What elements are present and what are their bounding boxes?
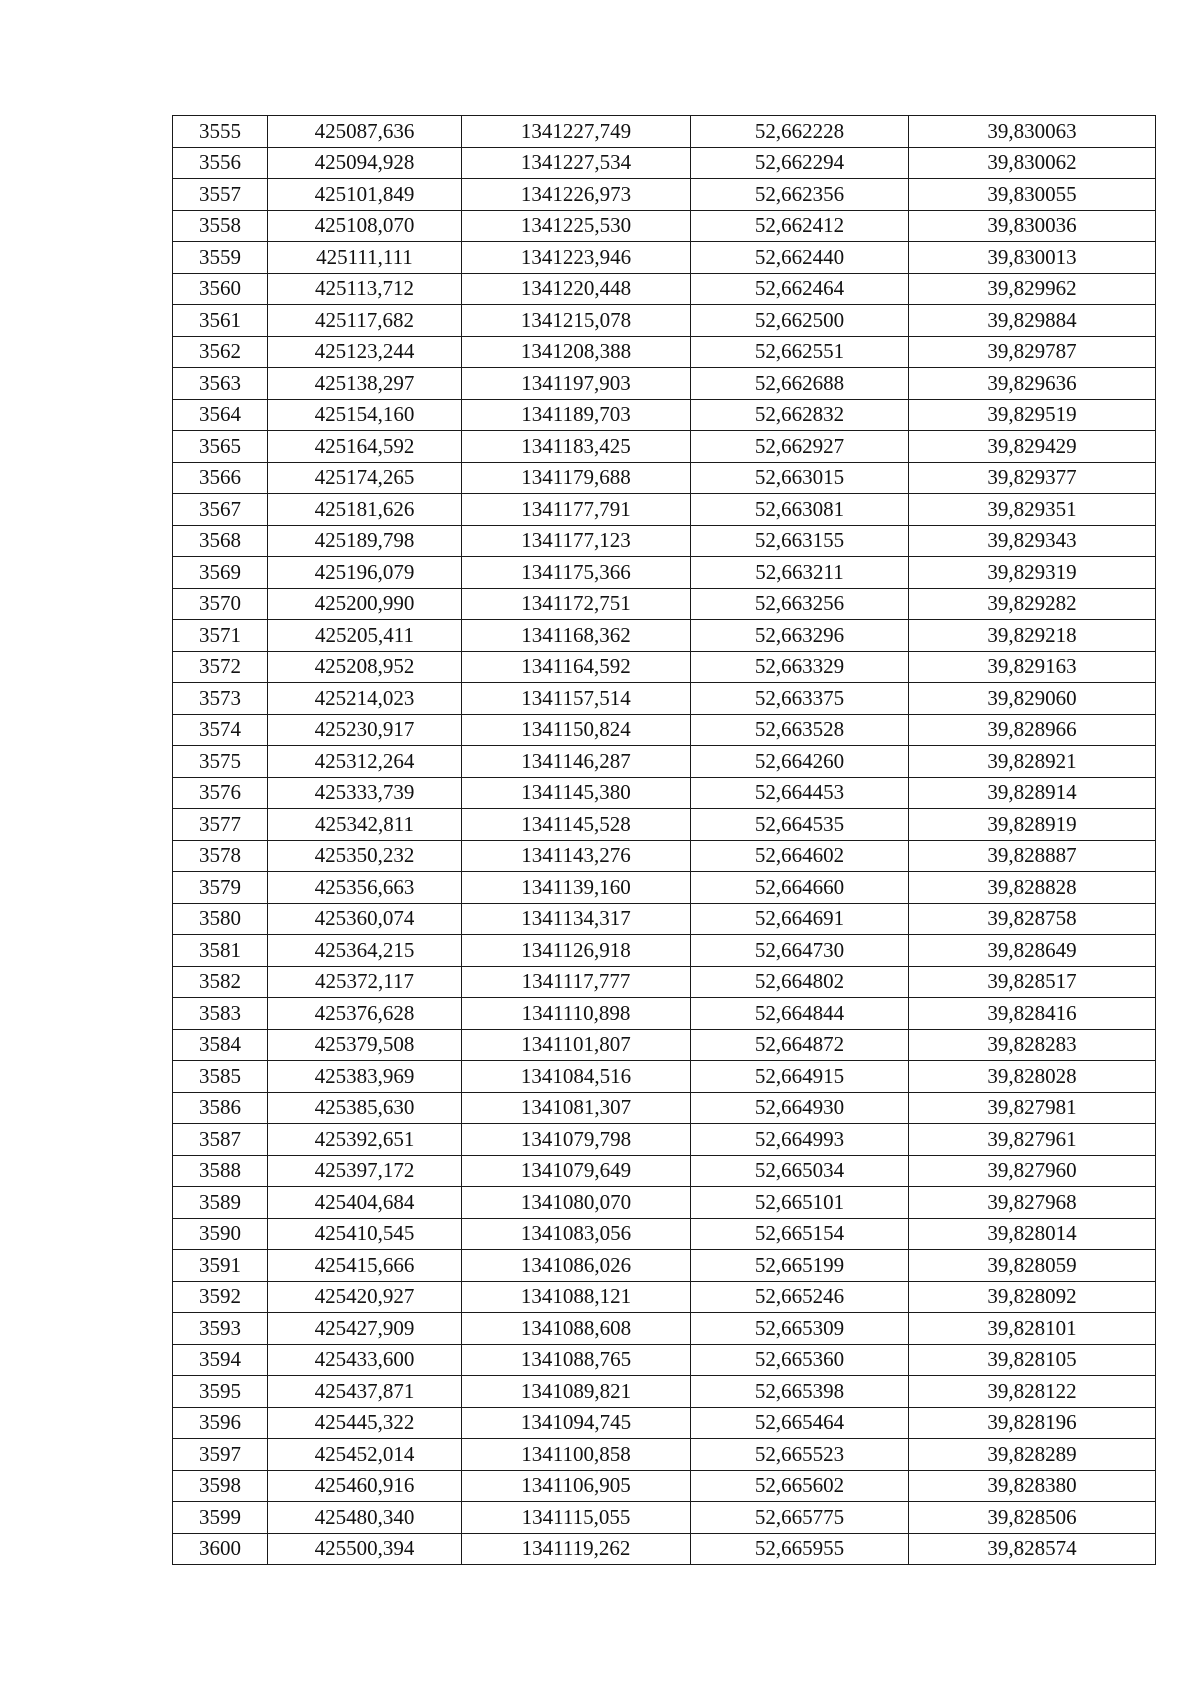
longitude-cell: 39,827968 [909, 1187, 1156, 1219]
x-coordinate-cell: 425385,630 [268, 1092, 462, 1124]
y-coordinate-cell: 1341197,903 [462, 368, 691, 400]
table-row [173, 179, 1156, 211]
x-coordinate-cell: 425392,651 [268, 1124, 462, 1156]
x-coordinate-cell: 425433,600 [268, 1344, 462, 1376]
x-coordinate-cell: 425164,592 [268, 431, 462, 463]
point-number-cell: 3563 [173, 368, 268, 400]
longitude-cell: 39,828059 [909, 1250, 1156, 1282]
latitude-cell: 52,662440 [691, 242, 909, 274]
latitude-cell: 52,663528 [691, 714, 909, 746]
x-coordinate-cell: 425445,322 [268, 1407, 462, 1439]
x-coordinate-cell: 425101,849 [268, 179, 462, 211]
table-row [173, 399, 1156, 431]
longitude-cell: 39,828092 [909, 1281, 1156, 1313]
point-number-cell: 3564 [173, 399, 268, 431]
table-row [173, 557, 1156, 589]
y-coordinate-cell: 1341208,388 [462, 336, 691, 368]
latitude-cell: 52,665309 [691, 1313, 909, 1345]
table-row [173, 872, 1156, 904]
latitude-cell: 52,665199 [691, 1250, 909, 1282]
y-coordinate-cell: 1341126,918 [462, 935, 691, 967]
y-coordinate-cell: 1341146,287 [462, 746, 691, 778]
point-number-cell: 3577 [173, 809, 268, 841]
longitude-cell: 39,828758 [909, 903, 1156, 935]
latitude-cell: 52,664730 [691, 935, 909, 967]
point-number-cell: 3591 [173, 1250, 268, 1282]
y-coordinate-cell: 1341227,534 [462, 147, 691, 179]
x-coordinate-cell: 425312,264 [268, 746, 462, 778]
table-row [173, 1092, 1156, 1124]
point-number-cell: 3587 [173, 1124, 268, 1156]
point-number-cell: 3566 [173, 462, 268, 494]
x-coordinate-cell: 425123,244 [268, 336, 462, 368]
y-coordinate-cell: 1341150,824 [462, 714, 691, 746]
x-coordinate-cell: 425350,232 [268, 840, 462, 872]
longitude-cell: 39,828574 [909, 1533, 1156, 1565]
x-coordinate-cell: 425111,111 [268, 242, 462, 274]
table-row [173, 683, 1156, 715]
point-number-cell: 3585 [173, 1061, 268, 1093]
table-row [173, 494, 1156, 526]
longitude-cell: 39,829636 [909, 368, 1156, 400]
longitude-cell: 39,828517 [909, 966, 1156, 998]
point-number-cell: 3569 [173, 557, 268, 589]
point-number-cell: 3583 [173, 998, 268, 1030]
longitude-cell: 39,828380 [909, 1470, 1156, 1502]
table-row [173, 1281, 1156, 1313]
table-row [173, 903, 1156, 935]
x-coordinate-cell: 425383,969 [268, 1061, 462, 1093]
latitude-cell: 52,664602 [691, 840, 909, 872]
latitude-cell: 52,663375 [691, 683, 909, 715]
x-coordinate-cell: 425154,160 [268, 399, 462, 431]
y-coordinate-cell: 1341088,121 [462, 1281, 691, 1313]
longitude-cell: 39,827961 [909, 1124, 1156, 1156]
latitude-cell: 52,665246 [691, 1281, 909, 1313]
y-coordinate-cell: 1341119,262 [462, 1533, 691, 1565]
table-row [173, 809, 1156, 841]
longitude-cell: 39,828649 [909, 935, 1156, 967]
point-number-cell: 3555 [173, 116, 268, 148]
point-number-cell: 3597 [173, 1439, 268, 1471]
point-number-cell: 3593 [173, 1313, 268, 1345]
latitude-cell: 52,662464 [691, 273, 909, 305]
y-coordinate-cell: 1341220,448 [462, 273, 691, 305]
longitude-cell: 39,830055 [909, 179, 1156, 211]
x-coordinate-cell: 425205,411 [268, 620, 462, 652]
latitude-cell: 52,662688 [691, 368, 909, 400]
x-coordinate-cell: 425189,798 [268, 525, 462, 557]
y-coordinate-cell: 1341179,688 [462, 462, 691, 494]
table-row [173, 620, 1156, 652]
y-coordinate-cell: 1341143,276 [462, 840, 691, 872]
longitude-cell: 39,828289 [909, 1439, 1156, 1471]
latitude-cell: 52,664872 [691, 1029, 909, 1061]
x-coordinate-cell: 425360,074 [268, 903, 462, 935]
x-coordinate-cell: 425196,079 [268, 557, 462, 589]
longitude-cell: 39,829787 [909, 336, 1156, 368]
point-number-cell: 3568 [173, 525, 268, 557]
point-number-cell: 3556 [173, 147, 268, 179]
y-coordinate-cell: 1341134,317 [462, 903, 691, 935]
y-coordinate-cell: 1341088,608 [462, 1313, 691, 1345]
longitude-cell: 39,828921 [909, 746, 1156, 778]
point-number-cell: 3558 [173, 210, 268, 242]
table-row [173, 1029, 1156, 1061]
coordinates-table [172, 115, 1156, 1565]
y-coordinate-cell: 1341215,078 [462, 305, 691, 337]
x-coordinate-cell: 425376,628 [268, 998, 462, 1030]
point-number-cell: 3599 [173, 1502, 268, 1534]
x-coordinate-cell: 425372,117 [268, 966, 462, 998]
latitude-cell: 52,662412 [691, 210, 909, 242]
x-coordinate-cell: 425108,070 [268, 210, 462, 242]
longitude-cell: 39,829962 [909, 273, 1156, 305]
longitude-cell: 39,828101 [909, 1313, 1156, 1345]
point-number-cell: 3565 [173, 431, 268, 463]
table-row [173, 966, 1156, 998]
latitude-cell: 52,665360 [691, 1344, 909, 1376]
longitude-cell: 39,830036 [909, 210, 1156, 242]
longitude-cell: 39,828105 [909, 1344, 1156, 1376]
table-row [173, 147, 1156, 179]
y-coordinate-cell: 1341079,798 [462, 1124, 691, 1156]
point-number-cell: 3574 [173, 714, 268, 746]
y-coordinate-cell: 1341117,777 [462, 966, 691, 998]
x-coordinate-cell: 425181,626 [268, 494, 462, 526]
latitude-cell: 52,663081 [691, 494, 909, 526]
y-coordinate-cell: 1341172,751 [462, 588, 691, 620]
latitude-cell: 52,665154 [691, 1218, 909, 1250]
y-coordinate-cell: 1341168,362 [462, 620, 691, 652]
y-coordinate-cell: 1341157,514 [462, 683, 691, 715]
latitude-cell: 52,662228 [691, 116, 909, 148]
table-row [173, 1313, 1156, 1345]
point-number-cell: 3559 [173, 242, 268, 274]
y-coordinate-cell: 1341101,807 [462, 1029, 691, 1061]
y-coordinate-cell: 1341094,745 [462, 1407, 691, 1439]
x-coordinate-cell: 425214,023 [268, 683, 462, 715]
x-coordinate-cell: 425138,297 [268, 368, 462, 400]
table-row [173, 336, 1156, 368]
longitude-cell: 39,828919 [909, 809, 1156, 841]
longitude-cell: 39,829343 [909, 525, 1156, 557]
point-number-cell: 3575 [173, 746, 268, 778]
point-number-cell: 3580 [173, 903, 268, 935]
longitude-cell: 39,829163 [909, 651, 1156, 683]
y-coordinate-cell: 1341164,592 [462, 651, 691, 683]
x-coordinate-cell: 425113,712 [268, 273, 462, 305]
latitude-cell: 52,664660 [691, 872, 909, 904]
longitude-cell: 39,829282 [909, 588, 1156, 620]
latitude-cell: 52,662294 [691, 147, 909, 179]
table-row [173, 116, 1156, 148]
x-coordinate-cell: 425460,916 [268, 1470, 462, 1502]
table-row [173, 210, 1156, 242]
table-row [173, 368, 1156, 400]
longitude-cell: 39,827981 [909, 1092, 1156, 1124]
table-row [173, 1470, 1156, 1502]
x-coordinate-cell: 425427,909 [268, 1313, 462, 1345]
table-row [173, 1250, 1156, 1282]
latitude-cell: 52,663155 [691, 525, 909, 557]
latitude-cell: 52,665034 [691, 1155, 909, 1187]
table-row [173, 1218, 1156, 1250]
y-coordinate-cell: 1341177,791 [462, 494, 691, 526]
point-number-cell: 3561 [173, 305, 268, 337]
point-number-cell: 3576 [173, 777, 268, 809]
latitude-cell: 52,664691 [691, 903, 909, 935]
point-number-cell: 3562 [173, 336, 268, 368]
x-coordinate-cell: 425397,172 [268, 1155, 462, 1187]
x-coordinate-cell: 425480,340 [268, 1502, 462, 1534]
longitude-cell: 39,829319 [909, 557, 1156, 589]
longitude-cell: 39,828416 [909, 998, 1156, 1030]
longitude-cell: 39,830063 [909, 116, 1156, 148]
longitude-cell: 39,830013 [909, 242, 1156, 274]
point-number-cell: 3571 [173, 620, 268, 652]
point-number-cell: 3595 [173, 1376, 268, 1408]
point-number-cell: 3567 [173, 494, 268, 526]
x-coordinate-cell: 425342,811 [268, 809, 462, 841]
x-coordinate-cell: 425452,014 [268, 1439, 462, 1471]
y-coordinate-cell: 1341084,516 [462, 1061, 691, 1093]
latitude-cell: 52,665464 [691, 1407, 909, 1439]
table-row [173, 1344, 1156, 1376]
table-row [173, 1061, 1156, 1093]
latitude-cell: 52,665775 [691, 1502, 909, 1534]
table-row [173, 525, 1156, 557]
point-number-cell: 3579 [173, 872, 268, 904]
table-row [173, 1533, 1156, 1565]
table-row [173, 1155, 1156, 1187]
latitude-cell: 52,662500 [691, 305, 909, 337]
longitude-cell: 39,829429 [909, 431, 1156, 463]
latitude-cell: 52,665955 [691, 1533, 909, 1565]
table-row [173, 840, 1156, 872]
longitude-cell: 39,828914 [909, 777, 1156, 809]
latitude-cell: 52,662356 [691, 179, 909, 211]
y-coordinate-cell: 1341106,905 [462, 1470, 691, 1502]
point-number-cell: 3578 [173, 840, 268, 872]
longitude-cell: 39,828828 [909, 872, 1156, 904]
y-coordinate-cell: 1341083,056 [462, 1218, 691, 1250]
latitude-cell: 52,663256 [691, 588, 909, 620]
y-coordinate-cell: 1341145,528 [462, 809, 691, 841]
table-row [173, 998, 1156, 1030]
longitude-cell: 39,828283 [909, 1029, 1156, 1061]
y-coordinate-cell: 1341139,160 [462, 872, 691, 904]
point-number-cell: 3557 [173, 179, 268, 211]
y-coordinate-cell: 1341189,703 [462, 399, 691, 431]
y-coordinate-cell: 1341079,649 [462, 1155, 691, 1187]
point-number-cell: 3589 [173, 1187, 268, 1219]
point-number-cell: 3573 [173, 683, 268, 715]
latitude-cell: 52,664260 [691, 746, 909, 778]
table-row [173, 242, 1156, 274]
table-row [173, 1124, 1156, 1156]
x-coordinate-cell: 425500,394 [268, 1533, 462, 1565]
y-coordinate-cell: 1341088,765 [462, 1344, 691, 1376]
point-number-cell: 3600 [173, 1533, 268, 1565]
x-coordinate-cell: 425356,663 [268, 872, 462, 904]
x-coordinate-cell: 425230,917 [268, 714, 462, 746]
x-coordinate-cell: 425200,990 [268, 588, 462, 620]
y-coordinate-cell: 1341145,380 [462, 777, 691, 809]
x-coordinate-cell: 425174,265 [268, 462, 462, 494]
y-coordinate-cell: 1341110,898 [462, 998, 691, 1030]
table-row [173, 431, 1156, 463]
y-coordinate-cell: 1341115,055 [462, 1502, 691, 1534]
latitude-cell: 52,664993 [691, 1124, 909, 1156]
table-row [173, 273, 1156, 305]
y-coordinate-cell: 1341177,123 [462, 525, 691, 557]
y-coordinate-cell: 1341086,026 [462, 1250, 691, 1282]
table-row [173, 588, 1156, 620]
latitude-cell: 52,663211 [691, 557, 909, 589]
longitude-cell: 39,828887 [909, 840, 1156, 872]
latitude-cell: 52,662832 [691, 399, 909, 431]
table-row [173, 935, 1156, 967]
point-number-cell: 3590 [173, 1218, 268, 1250]
longitude-cell: 39,827960 [909, 1155, 1156, 1187]
x-coordinate-cell: 425333,739 [268, 777, 462, 809]
longitude-cell: 39,828506 [909, 1502, 1156, 1534]
longitude-cell: 39,829377 [909, 462, 1156, 494]
y-coordinate-cell: 1341225,530 [462, 210, 691, 242]
latitude-cell: 52,665398 [691, 1376, 909, 1408]
latitude-cell: 52,663015 [691, 462, 909, 494]
point-number-cell: 3582 [173, 966, 268, 998]
longitude-cell: 39,829351 [909, 494, 1156, 526]
latitude-cell: 52,662927 [691, 431, 909, 463]
point-number-cell: 3581 [173, 935, 268, 967]
table-row [173, 1439, 1156, 1471]
x-coordinate-cell: 425420,927 [268, 1281, 462, 1313]
point-number-cell: 3588 [173, 1155, 268, 1187]
table-row [173, 1407, 1156, 1439]
table-row [173, 714, 1156, 746]
latitude-cell: 52,662551 [691, 336, 909, 368]
longitude-cell: 39,830062 [909, 147, 1156, 179]
table-row [173, 651, 1156, 683]
point-number-cell: 3586 [173, 1092, 268, 1124]
table-row [173, 1376, 1156, 1408]
y-coordinate-cell: 1341175,366 [462, 557, 691, 589]
point-number-cell: 3594 [173, 1344, 268, 1376]
x-coordinate-cell: 425437,871 [268, 1376, 462, 1408]
latitude-cell: 52,665523 [691, 1439, 909, 1471]
y-coordinate-cell: 1341081,307 [462, 1092, 691, 1124]
point-number-cell: 3560 [173, 273, 268, 305]
x-coordinate-cell: 425415,666 [268, 1250, 462, 1282]
y-coordinate-cell: 1341100,858 [462, 1439, 691, 1471]
point-number-cell: 3584 [173, 1029, 268, 1061]
table-row [173, 1187, 1156, 1219]
latitude-cell: 52,664535 [691, 809, 909, 841]
table-row [173, 777, 1156, 809]
latitude-cell: 52,665602 [691, 1470, 909, 1502]
latitude-cell: 52,663296 [691, 620, 909, 652]
x-coordinate-cell: 425364,215 [268, 935, 462, 967]
y-coordinate-cell: 1341089,821 [462, 1376, 691, 1408]
point-number-cell: 3598 [173, 1470, 268, 1502]
latitude-cell: 52,664453 [691, 777, 909, 809]
x-coordinate-cell: 425087,636 [268, 116, 462, 148]
latitude-cell: 52,664802 [691, 966, 909, 998]
point-number-cell: 3572 [173, 651, 268, 683]
x-coordinate-cell: 425404,684 [268, 1187, 462, 1219]
longitude-cell: 39,828014 [909, 1218, 1156, 1250]
longitude-cell: 39,828028 [909, 1061, 1156, 1093]
table-row [173, 305, 1156, 337]
latitude-cell: 52,665101 [691, 1187, 909, 1219]
longitude-cell: 39,829884 [909, 305, 1156, 337]
y-coordinate-cell: 1341223,946 [462, 242, 691, 274]
x-coordinate-cell: 425117,682 [268, 305, 462, 337]
longitude-cell: 39,829218 [909, 620, 1156, 652]
y-coordinate-cell: 1341080,070 [462, 1187, 691, 1219]
longitude-cell: 39,829060 [909, 683, 1156, 715]
x-coordinate-cell: 425208,952 [268, 651, 462, 683]
latitude-cell: 52,664930 [691, 1092, 909, 1124]
table-row [173, 746, 1156, 778]
latitude-cell: 52,664844 [691, 998, 909, 1030]
x-coordinate-cell: 425379,508 [268, 1029, 462, 1061]
y-coordinate-cell: 1341183,425 [462, 431, 691, 463]
point-number-cell: 3592 [173, 1281, 268, 1313]
table-row [173, 1502, 1156, 1534]
latitude-cell: 52,664915 [691, 1061, 909, 1093]
coordinates-table-body [173, 116, 1156, 1565]
point-number-cell: 3596 [173, 1407, 268, 1439]
longitude-cell: 39,828196 [909, 1407, 1156, 1439]
longitude-cell: 39,828122 [909, 1376, 1156, 1408]
latitude-cell: 52,663329 [691, 651, 909, 683]
longitude-cell: 39,828966 [909, 714, 1156, 746]
table-row [173, 462, 1156, 494]
longitude-cell: 39,829519 [909, 399, 1156, 431]
x-coordinate-cell: 425094,928 [268, 147, 462, 179]
y-coordinate-cell: 1341226,973 [462, 179, 691, 211]
point-number-cell: 3570 [173, 588, 268, 620]
x-coordinate-cell: 425410,545 [268, 1218, 462, 1250]
y-coordinate-cell: 1341227,749 [462, 116, 691, 148]
